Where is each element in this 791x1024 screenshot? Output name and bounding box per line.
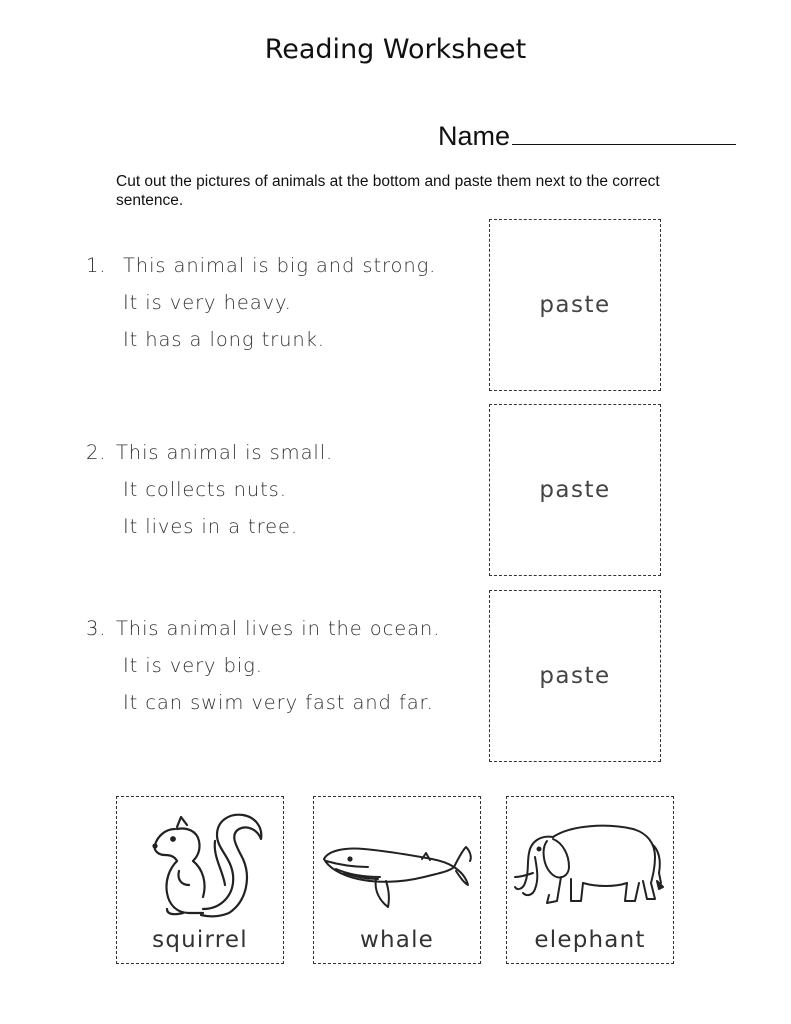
question-number: 1.: [86, 254, 107, 277]
paste-box-3[interactable]: paste: [489, 590, 661, 762]
animal-label: squirrel: [152, 927, 248, 953]
page-title: Reading Worksheet: [264, 34, 527, 65]
question-line: This animal is big and strong.: [123, 254, 437, 277]
name-field[interactable]: [438, 118, 736, 152]
question-line: It lives in a tree.: [123, 515, 298, 538]
question-line: This animal lives in the ocean.: [116, 617, 441, 640]
question-line: It is very big.: [123, 654, 263, 677]
question-line: It has a long trunk.: [123, 328, 325, 351]
animal-card-squirrel[interactable]: [116, 796, 284, 964]
animal-label: elephant: [534, 927, 646, 953]
squirrel-icon: [117, 797, 285, 927]
animal-label: whale: [359, 927, 435, 953]
question-number: 2.: [86, 441, 107, 464]
name-label: Name: [438, 121, 511, 151]
whale-icon: [314, 797, 482, 927]
question-line: It can swim very fast and far.: [123, 691, 434, 714]
animal-card-elephant[interactable]: [506, 796, 674, 964]
elephant-icon: [507, 797, 675, 927]
question-line: This animal is small.: [116, 441, 334, 464]
question-number: 3.: [86, 617, 107, 640]
paste-box-1[interactable]: paste: [489, 219, 661, 391]
question-line: It collects nuts.: [123, 478, 287, 501]
instructions: Cut out the pictures of animals at the bottom and paste them next to the correct sentence.: [116, 173, 660, 209]
animal-card-whale[interactable]: [313, 796, 481, 964]
name-blank-line[interactable]: [512, 118, 736, 145]
paste-box-2[interactable]: paste: [489, 404, 661, 576]
question-line: It is very heavy.: [123, 291, 292, 314]
